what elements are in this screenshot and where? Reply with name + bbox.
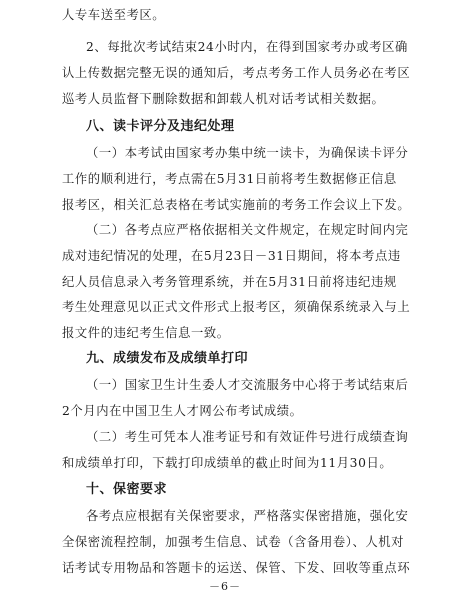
item2-line2: 认上传数据完整无误的通知后，考点考务工作人员务必在考区 bbox=[62, 66, 411, 80]
section8-p1-line2: 工作的顺利进行，考点需在5月31日前将考生数据修正信息 bbox=[62, 172, 397, 186]
continuation-line: 人专车送至考区。 bbox=[62, 8, 166, 22]
section10-heading: 十、保密要求 bbox=[86, 482, 168, 497]
section8-heading: 八、读卡评分及违纪处理 bbox=[86, 119, 235, 134]
section8-p2-line3: 纪人员信息录入考务管理系统，并在5月31日前将违纪违规 bbox=[62, 275, 397, 289]
section8-p2-line2: 成对违纪情况的处理，在5月23日－31日期间，将本考点违 bbox=[62, 249, 401, 263]
section8-p2-line5: 报文件的违纪考生信息一致。 bbox=[62, 326, 230, 340]
section9-p2-line2: 和成绩单打印，下载打印成绩单的截止时间为11月30日。 bbox=[62, 456, 393, 470]
section8-p1-line1: （一）本考试由国家考办集中统一读卡，为确保读卡评分 bbox=[86, 146, 409, 160]
item2-line3: 巡考人员监督下删除数据和卸载人机对话考试相关数据。 bbox=[62, 92, 385, 106]
section10-p1-line3: 话考试专用物品和答题卡的运送、保管、下发、回收等重点环 bbox=[62, 561, 411, 575]
section9-p2-line1: （二）考生可凭本人准考证号和有效证件号进行成绩查询 bbox=[86, 430, 409, 444]
section8-p2-line1: （二）各考点应严格依据相关文件规定，在规定时间内完 bbox=[86, 223, 409, 237]
section8-p1-line3: 报考区，相关汇总表格在考试实施前的考务工作会议上下发。 bbox=[62, 198, 411, 212]
item2-line1: 2、每批次考试结束24小时内，在得到国家考办或考区确 bbox=[86, 40, 408, 54]
page-number: －6－ bbox=[209, 580, 241, 593]
section10-p1-line2: 全保密流程控制，加强考生信息、试卷（含备用卷）、人机对 bbox=[62, 535, 405, 549]
section8-p2-line4: 考生处理意见以正式文件形式上报考区，须确保系统录入与上 bbox=[62, 300, 411, 314]
section10-p1-line1: 各考点应根据有关保密要求，严格落实保密措施，强化安 bbox=[86, 509, 409, 523]
section9-p1-line1: （一）国家卫生计生委人才交流服务中心将于考试结束后 bbox=[86, 378, 409, 392]
section9-p1-line2: 2个月内在中国卫生人才网公布考试成绩。 bbox=[62, 404, 303, 418]
section9-heading: 九、成绩发布及成绩单打印 bbox=[86, 351, 249, 366]
